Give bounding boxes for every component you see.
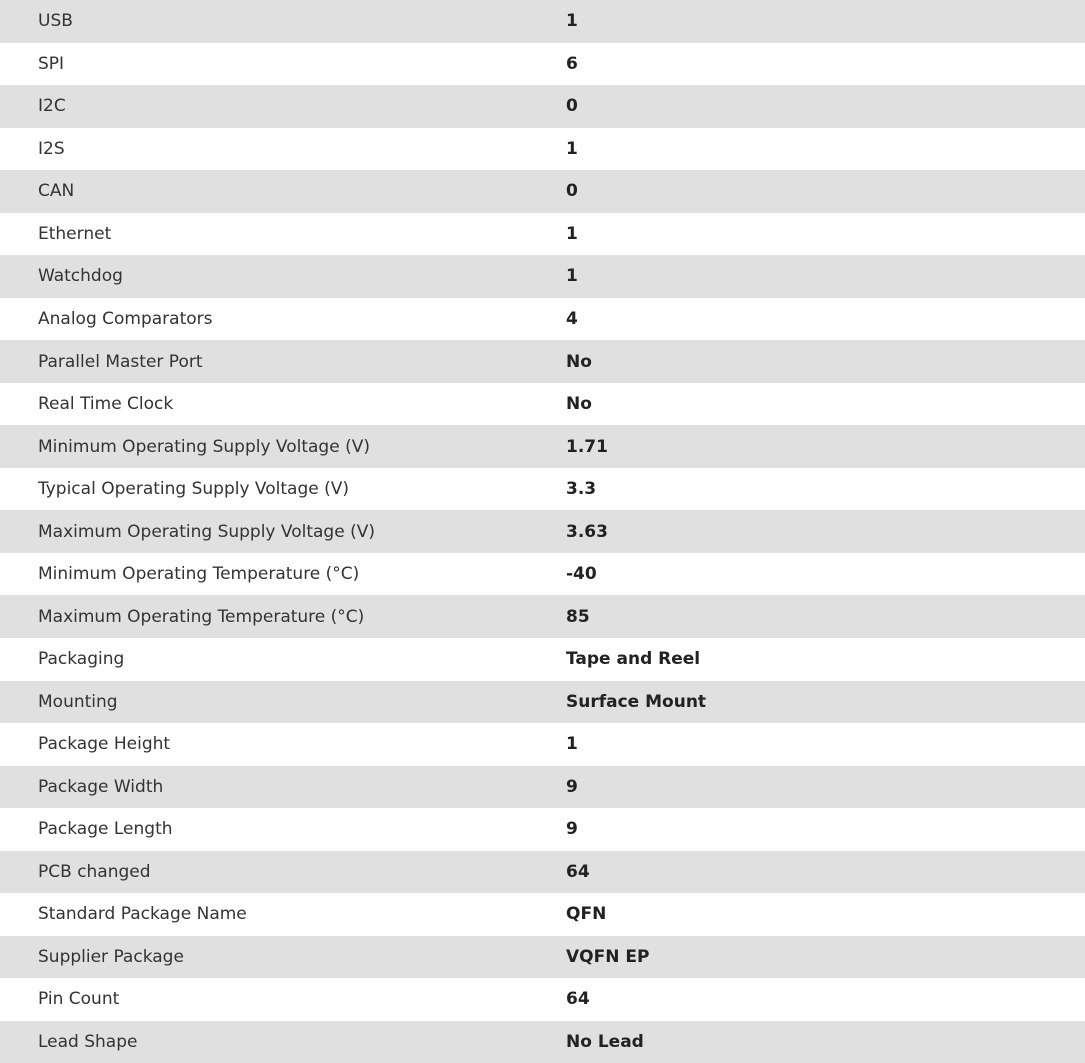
table-row: [0, 0, 1085, 43]
spec-value: 3.3: [528, 468, 1085, 511]
spec-label: Analog Comparators: [0, 298, 528, 341]
spec-label: Minimum Operating Supply Voltage (V): [0, 425, 528, 468]
spec-value: Surface Mount: [528, 681, 1085, 724]
spec-value: 3.63: [528, 510, 1085, 553]
spec-value: 1: [528, 213, 1085, 256]
table-row: [0, 383, 1085, 426]
table-row: [0, 893, 1085, 936]
table-row: [0, 213, 1085, 256]
spec-label: I2C: [0, 85, 528, 128]
table-row: [0, 425, 1085, 468]
spec-value: 1: [528, 723, 1085, 766]
table-row: [0, 723, 1085, 766]
table-row: [0, 43, 1085, 86]
spec-value: No: [528, 383, 1085, 426]
spec-label: USB: [0, 0, 528, 43]
spec-value: 1: [528, 255, 1085, 298]
spec-label: Package Height: [0, 723, 528, 766]
spec-value: VQFN EP: [528, 936, 1085, 979]
table-row: [0, 978, 1085, 1021]
table-row: [0, 553, 1085, 596]
spec-label: Mounting: [0, 681, 528, 724]
spec-value: No Lead: [528, 1021, 1085, 1063]
table-row: [0, 1021, 1085, 1063]
spec-value: QFN: [528, 893, 1085, 936]
spec-value: 9: [528, 766, 1085, 809]
table-row: [0, 298, 1085, 341]
spec-label: Packaging: [0, 638, 528, 681]
spec-label: SPI: [0, 43, 528, 86]
table-row: [0, 510, 1085, 553]
spec-label: Lead Shape: [0, 1021, 528, 1063]
table-row: [0, 340, 1085, 383]
spec-label: CAN: [0, 170, 528, 213]
spec-value: 0: [528, 170, 1085, 213]
table-row: [0, 468, 1085, 511]
spec-label: Standard Package Name: [0, 893, 528, 936]
spec-label: Watchdog: [0, 255, 528, 298]
table-row: [0, 128, 1085, 171]
table-row: [0, 851, 1085, 894]
table-row: [0, 638, 1085, 681]
table-row: [0, 808, 1085, 851]
spec-label: Maximum Operating Supply Voltage (V): [0, 510, 528, 553]
spec-label: Minimum Operating Temperature (°C): [0, 553, 528, 596]
table-row: [0, 85, 1085, 128]
spec-label: Parallel Master Port: [0, 340, 528, 383]
spec-value: 4: [528, 298, 1085, 341]
spec-value: No: [528, 340, 1085, 383]
table-row: [0, 170, 1085, 213]
spec-label: Pin Count: [0, 978, 528, 1021]
spec-label: Ethernet: [0, 213, 528, 256]
spec-label: Supplier Package: [0, 936, 528, 979]
spec-value: 1.71: [528, 425, 1085, 468]
spec-value: 1: [528, 128, 1085, 171]
spec-label: I2S: [0, 128, 528, 171]
table-row: [0, 255, 1085, 298]
spec-value: 9: [528, 808, 1085, 851]
table-row: [0, 766, 1085, 809]
spec-label: Real Time Clock: [0, 383, 528, 426]
spec-value: -40: [528, 553, 1085, 596]
spec-label: Maximum Operating Temperature (°C): [0, 595, 528, 638]
spec-value: 64: [528, 978, 1085, 1021]
spec-value: 6: [528, 43, 1085, 86]
spec-value: Tape and Reel: [528, 638, 1085, 681]
table-row: [0, 595, 1085, 638]
spec-label: Package Width: [0, 766, 528, 809]
spec-value: 0: [528, 85, 1085, 128]
spec-value: 1: [528, 0, 1085, 43]
spec-label: PCB changed: [0, 851, 528, 894]
spec-value: 64: [528, 851, 1085, 894]
spec-label: Package Length: [0, 808, 528, 851]
table-row: [0, 936, 1085, 979]
spec-value: 85: [528, 595, 1085, 638]
table-row: [0, 681, 1085, 724]
spec-label: Typical Operating Supply Voltage (V): [0, 468, 528, 511]
